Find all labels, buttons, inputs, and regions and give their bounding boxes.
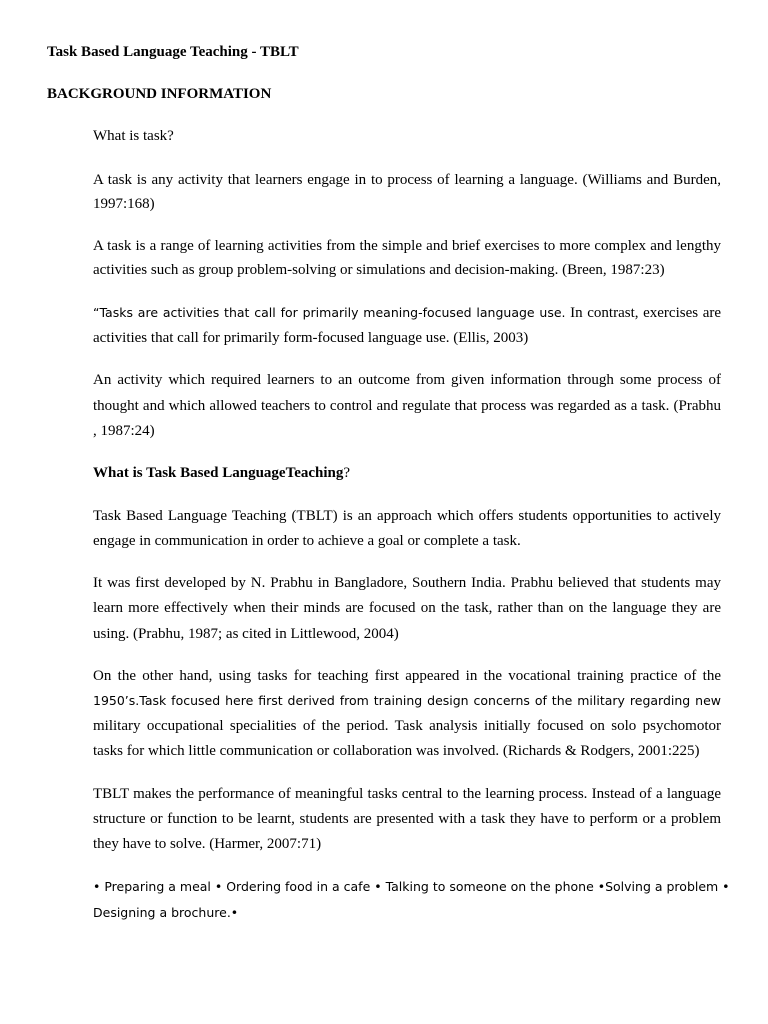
examples-list-line: Designing a brochure.•: [93, 905, 239, 920]
paragraph-prabhu-line: An activity which required learners to an outcome from given information through some process of: [93, 372, 721, 388]
section-heading: BACKGROUND INFORMATION: [47, 86, 272, 102]
paragraph-breen-line: activities such as group problem-solving or simulations and decision-making. (Breen, 1987:23): [93, 262, 665, 278]
ellis-quote-sans: “Tasks are activities that call for primarily meaning-focused language use.: [93, 305, 566, 320]
document-title: Task Based Language Teaching - TBLT: [47, 44, 299, 60]
paragraph-williams-line: A task is any activity that learners engage in to process of learning a language. (Williams and Burden,: [93, 172, 721, 188]
paragraph-harmer-line: structure or function to be learnt, students are presented with a task they have to perform or a problem: [93, 811, 721, 827]
question-what-is-tblt: [93, 465, 350, 482]
paragraph-vocational-line: tasks for which little communication or collaboration was involved. (Richards & Rodgers, 2001:225): [93, 743, 700, 759]
paragraph-vocational-line: military occupational specialities of the period. Task analysis initially focused on solo psychomotor: [93, 718, 721, 734]
vocational-sans-text: 1950’s.Task focused here first derived from training design concerns of the military regarding new: [93, 693, 721, 708]
paragraph-prabhu-history-line: It was first developed by N. Prabhu in Bangladore, Southern India. Prabhu believed that students may: [93, 575, 721, 591]
examples-list-line: • Preparing a meal • Ordering food in a cafe • Talking to someone on the phone •Solving a problem •: [93, 879, 730, 894]
paragraph-williams-line: 1997:168): [93, 196, 155, 212]
paragraph-harmer-line: TBLT makes the performance of meaningful tasks central to the learning process. Instead of a language: [93, 786, 721, 802]
paragraph-prabhu-line: thought and which allowed teachers to control and regulate that process was regarded as a task. (Prabhu: [93, 398, 721, 414]
paragraph-ellis-line: [93, 305, 721, 322]
question-tblt-bold: What is Task Based LanguageTeaching: [93, 465, 344, 481]
paragraph-ellis-line: activities that call for primarily form-focused language use. (Ellis, 2003): [93, 330, 529, 346]
paragraph-harmer-line: they have to solve. (Harmer, 2007:71): [93, 836, 322, 852]
paragraph-tblt-definition-line: engage in communication in order to achieve a goal or complete a task.: [93, 533, 521, 549]
paragraph-breen-line: A task is a range of learning activities from the simple and brief exercises to more complex and lengthy: [93, 238, 721, 254]
paragraph-vocational-line: On the other hand, using tasks for teaching first appeared in the vocational training practice of the: [93, 668, 721, 684]
paragraph-prabhu-history-line: using. (Prabhu, 1987; as cited in Littlewood, 2004): [93, 626, 399, 642]
paragraph-prabhu-history-line: learn more effectively when their minds are focused on the task, rather than on the language they are: [93, 600, 721, 616]
ellis-quote-serif: In contrast, exercises are: [565, 305, 722, 321]
paragraph-vocational-line: [93, 693, 721, 710]
paragraph-prabhu-line: , 1987:24): [93, 423, 155, 439]
question-what-is-task: What is task?: [93, 128, 174, 144]
question-tblt-mark: ?: [343, 465, 351, 481]
paragraph-tblt-definition-line: Task Based Language Teaching (TBLT) is an approach which offers students opportunities to actively: [93, 508, 721, 524]
